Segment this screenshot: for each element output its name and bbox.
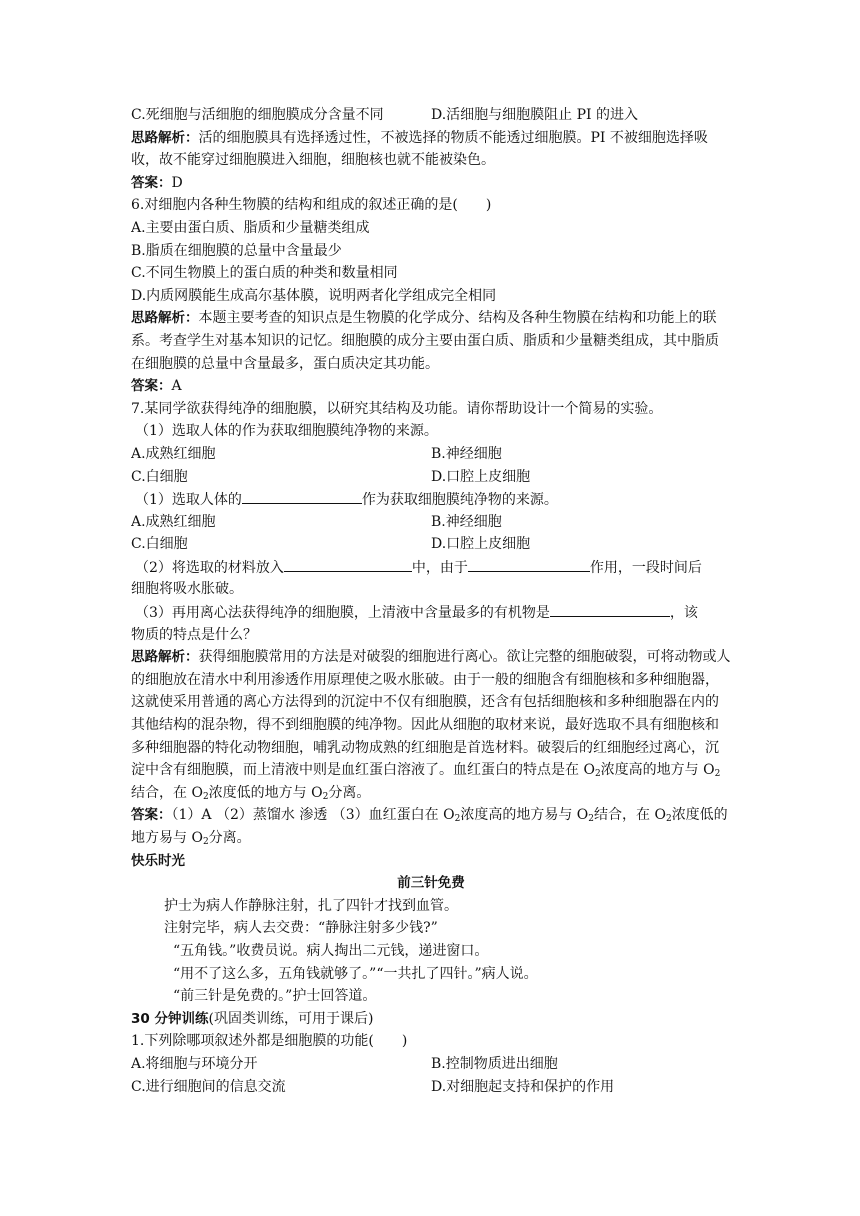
q7-answer: 答案：（1）A （2）蒸馏水 渗透 （3）血红蛋白在 $O_2$浓度高的地方易与 $O_2$结合，在 $O_2$浓度低的地方易与 $O_2$分离。: [131, 807, 728, 847]
q7-stem: 7.某同学欲获得纯净的细胞膜，以研究其结构及功能。请你帮助设计一个简易的实验。: [131, 400, 663, 417]
training-heading: 30 分钟训练(巩固类训练，可用于课后): [131, 1010, 374, 1027]
joke-section-heading: 快乐时光: [131, 852, 185, 869]
answer-label: 答案：: [131, 174, 172, 191]
q7-option-b: B.神经细胞: [431, 445, 502, 462]
q6-analysis-text: 本题主要考查的知识点是生物膜的化学成分、结构及各种生物膜在结构和功能上的联系。考查学生对基本知识的记忆。细胞膜的成分主要由蛋白质、脂质和少量糖类组成，其中脂质在细胞膜的总量中含量最多，蛋白质决定其功能。: [131, 310, 719, 372]
q7-options-cd-1: [131, 466, 731, 489]
q7-sub3-cont: 物质的特点是什么？: [131, 626, 257, 643]
joke-line: “前三针是免费的。”护士回答道。: [173, 988, 377, 1005]
q7-options-ab-2: [131, 511, 731, 534]
q5-option-c: C.死细胞与活细胞的细胞膜成分含量不同: [131, 107, 384, 123]
q6-answer-value: A: [171, 378, 182, 395]
training-option-a: A.将细胞与环境分开: [131, 1055, 258, 1072]
q7-option-d: D.口腔上皮细胞: [431, 468, 531, 485]
answer-label: 答案：: [131, 807, 172, 824]
q7-sub1-first: （1）选取人体的作为获取细胞膜纯净物的来源。: [135, 423, 438, 440]
training-option-b: B.控制物质进出细胞: [431, 1055, 558, 1072]
analysis-label: 思路解析：: [131, 649, 199, 666]
q5-option-d: D.活细胞与细胞膜阻止 PI 的进入: [431, 107, 639, 123]
q7-sub2: （2）将选取的材料放入 中，由于 作用，一段时间后: [131, 556, 731, 579]
q5-analysis-text: 活的细胞膜具有选择透过性，不被选择的物质不能透过细胞膜。PI 不被细胞选择吸收，故不能穿过细胞膜进入细胞，细胞核也就不能被染色。: [131, 129, 708, 169]
q7-option-c: C.白细胞: [131, 536, 188, 553]
q7-sub1-second: （1）选取人体的 作为获取细胞膜纯净物的来源。: [131, 488, 731, 511]
joke-line: 注射完毕，病人去交费：“静脉注射多少钱?”: [164, 920, 438, 937]
q6-option-a: A.主要由蛋白质、脂质和少量糖类组成: [131, 219, 370, 236]
q7-option-a: A.成熟红细胞: [131, 513, 216, 530]
q6-option-d: D.内质网膜能生成高尔基体膜，说明两者化学组成完全相同: [131, 287, 497, 304]
joke-title: 前三针免费: [397, 875, 465, 892]
q7-option-d: D.口腔上皮细胞: [431, 536, 531, 553]
q5-answer: [131, 172, 731, 195]
q6-stem: 6.对细胞内各种生物膜的结构和组成的叙述正确的是( ): [131, 197, 492, 214]
answer-blank[interactable]: [284, 556, 412, 572]
q7-options-ab-1: [131, 443, 731, 466]
q6-option-c: C.不同生物膜上的蛋白质的种类和数量相同: [131, 265, 398, 282]
training-q1-options-cd: [131, 1076, 731, 1099]
joke-line: “用不了这么多，五角钱就够了。”“一共扎了四针。”病人说。: [173, 965, 538, 982]
q7-options-cd-2: [131, 533, 731, 556]
training-q1-options-ab: [131, 1053, 731, 1076]
q7-sub3: （3）再用离心法获得纯净的细胞膜，上清液中含量最多的有机物是 ，该: [131, 601, 731, 624]
q6-analysis: [131, 307, 731, 375]
q7-option-a: A.成熟红细胞: [131, 445, 216, 462]
analysis-label: 思路解析：: [131, 310, 199, 327]
answer-label: 答案：: [131, 378, 172, 395]
analysis-label: 思路解析：: [131, 129, 199, 146]
q5-analysis: [131, 127, 731, 172]
training-option-c: C.进行细胞间的信息交流: [131, 1078, 286, 1095]
q5-answer-value: D: [171, 174, 183, 191]
q5-options-cd: [131, 104, 731, 127]
training-q1-stem: 1.下列除哪项叙述外都是细胞膜的功能( ): [131, 1033, 408, 1050]
answer-blank[interactable]: [242, 488, 362, 504]
answer-blank[interactable]: [550, 601, 670, 617]
q6-option-b: B.脂质在细胞膜的总量中含量最少: [131, 242, 342, 259]
q7-sub2-cont: 细胞将吸水胀破。: [131, 581, 243, 598]
q7-option-c: C.白细胞: [131, 468, 188, 485]
q7-analysis: 思路解析：获得细胞膜常用的方法是对破裂的细胞进行离心。欲让完整的细胞破裂，可将动物或人的细胞放在清水中利用渗透作用原理使之吸水胀破。由于一般的细胞含有细胞核和多种细胞器，这就使采用普通的离心方法得到的沉淀中不仅有细胞膜，还含有包括细胞核和多种细胞器在内的其他结构的混杂物，得不到细胞膜的纯净物。因此从细胞的取材来说，最好选取不具有细胞核和多种细胞器的特化动物细胞，哺乳动物成熟的红细胞是首选材料。破裂后的红细胞经过离心，沉淀中含有细胞膜，而上清液中则是血红蛋白溶液了。血红蛋白的特点是在 $O_2$浓度高的地方与 $O_2$结合，在 $O_2$浓度低的地方与 $O_2$分离。: [131, 649, 731, 802]
joke-line: 护士为病人作静脉注射，扎了四针才找到血管。: [164, 897, 458, 914]
training-option-d: D.对细胞起支持和保护的作用: [431, 1078, 615, 1095]
joke-line: “五角钱。”收费员说。病人掏出二元钱，递进窗口。: [173, 942, 489, 959]
q6-answer: [131, 375, 731, 398]
answer-blank[interactable]: [468, 556, 590, 572]
document-content: [131, 104, 731, 1098]
q7-option-b: B.神经细胞: [431, 513, 502, 530]
